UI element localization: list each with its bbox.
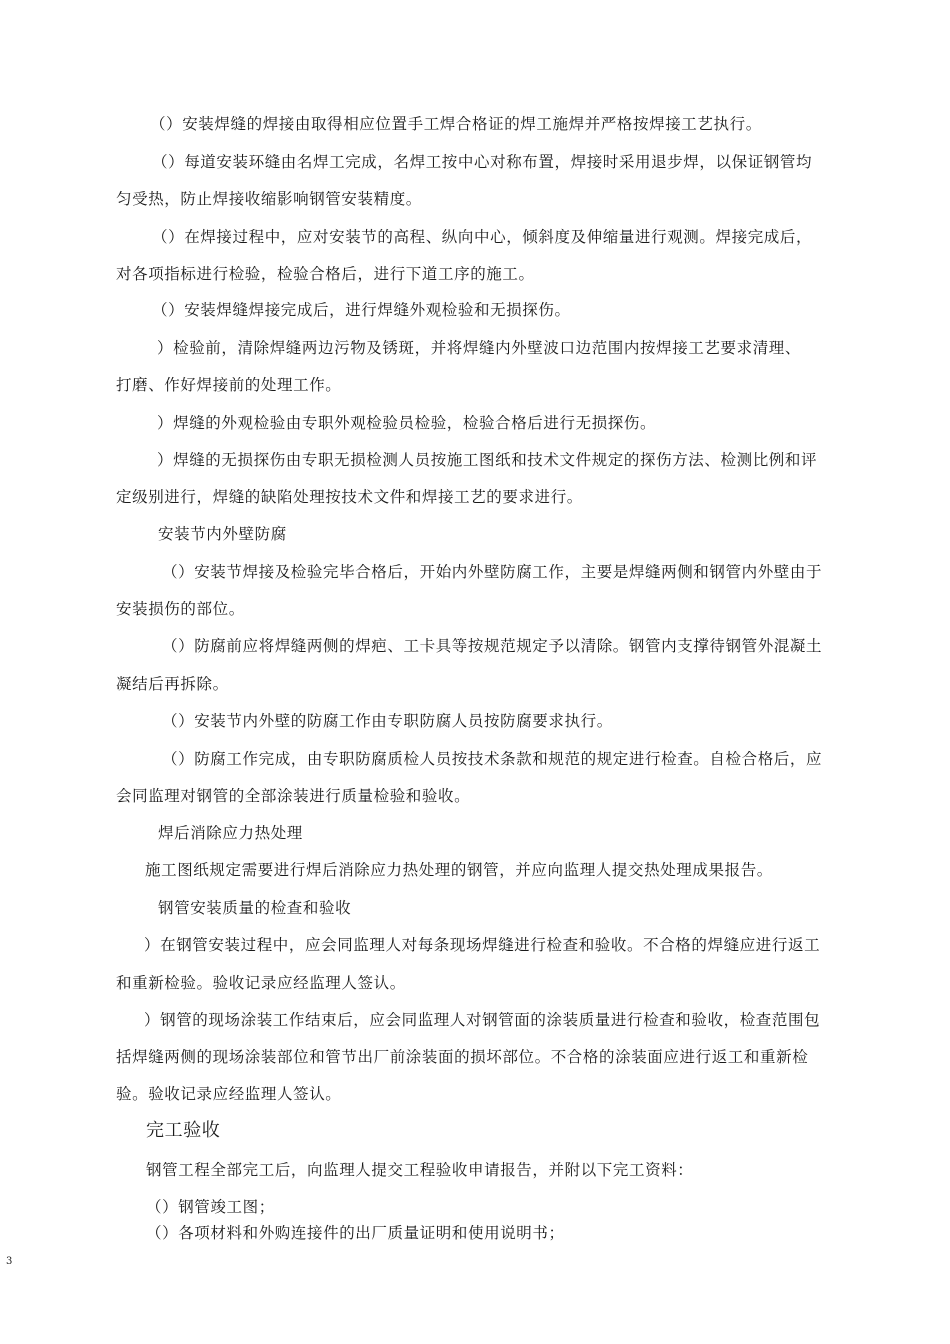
paragraph-line: （）安装焊缝焊接完成后，进行焊缝外观检验和无损探伤。	[152, 301, 571, 319]
paragraph-line: ）焊缝的外观检验由专职外观检验员检验，检验合格后进行无损探伤。	[157, 414, 657, 432]
paragraph-line: 安装损伤的部位。	[116, 600, 245, 618]
page-number: 3	[6, 1256, 13, 1267]
paragraph-line: （）安装节焊接及检验完毕合格后，开始内外壁防腐工作，主要是焊缝两侧和钢管内外壁由于	[162, 563, 823, 581]
paragraph-line: 定级别进行，焊缝的缺陷处理按技术文件和焊接工艺的要求进行。	[116, 488, 583, 506]
paragraph-line: ）钢管的现场涂装工作结束后，应会同监理人对钢管面的涂装质量进行检查和验收，检查范围包	[144, 1011, 821, 1029]
section-heading: 钢管安装质量的检查和验收	[158, 899, 352, 917]
paragraph-line: 验。验收记录应经监理人签认。	[116, 1085, 342, 1103]
paragraph-line: 施工图纸规定需要进行焊后消除应力热处理的钢管，并应向监理人提交热处理成果报告。	[145, 861, 773, 879]
paragraph-line: 会同监理对钢管的全部涂装进行质量检验和验收。	[116, 787, 471, 805]
paragraph-line: ）检验前，清除焊缝两边污物及锈斑，并将焊缝内外壁波口边范围内按焊接工艺要求清理、	[157, 339, 802, 357]
section-heading: 安装节内外壁防腐	[158, 525, 287, 543]
paragraph-line: （）安装焊缝的焊接由取得相应位置手工焊合格证的焊工施焊并严格按焊接工艺执行。	[150, 115, 762, 133]
paragraph-line: （）在焊接过程中，应对安装节的高程、纵向中心，倾斜度及伸缩量进行观测。焊接完成后，	[152, 228, 813, 246]
paragraph-line: 钢管工程全部完工后，向监理人提交工程验收申请报告，并附以下完工资料：	[146, 1161, 694, 1179]
paragraph-line: 和重新检验。验收记录应经监理人签认。	[116, 974, 406, 992]
paragraph-line: ）焊缝的无损探伤由专职无损检测人员按施工图纸和技术文件规定的探伤方法、检测比例和评	[157, 451, 818, 469]
paragraph-line: 对各项指标进行检验，检验合格后，进行下道工序的施工。	[116, 265, 535, 283]
paragraph-line: （）防腐工作完成，由专职防腐质检人员按技术条款和规范的规定进行检查。自检合格后，应	[162, 750, 823, 768]
paragraph-line: 匀受热，防止焊接收缩影响钢管安装精度。	[116, 190, 422, 208]
list-item: （）各项材料和外购连接件的出厂质量证明和使用说明书；	[146, 1224, 565, 1242]
paragraph-line: 打磨、作好焊接前的处理工作。	[116, 376, 342, 394]
paragraph-line: （）防腐前应将焊缝两侧的焊疤、工卡具等按规范规定予以清除。钢管内支撑待钢管外混凝土	[162, 637, 823, 655]
paragraph-line: 凝结后再拆除。	[116, 675, 229, 693]
paragraph-line: 括焊缝两侧的现场涂装部位和管节出厂前涂装面的损坏部位。不合格的涂装面应进行返工和重新检	[116, 1048, 809, 1066]
paragraph-line: （）安装节内外壁的防腐工作由专职防腐人员按防腐要求执行。	[162, 712, 613, 730]
list-item: （）钢管竣工图；	[146, 1198, 275, 1216]
section-heading: 焊后消除应力热处理	[158, 824, 303, 842]
section-heading: 完工验收	[146, 1120, 221, 1141]
paragraph-line: （）每道安装环缝由名焊工完成，名焊工按中心对称布置，焊接时采用退步焊，以保证钢管均	[152, 153, 813, 171]
paragraph-line: ）在钢管安装过程中，应会同监理人对每条现场焊缝进行检查和验收。不合格的焊缝应进行返工	[144, 936, 821, 954]
